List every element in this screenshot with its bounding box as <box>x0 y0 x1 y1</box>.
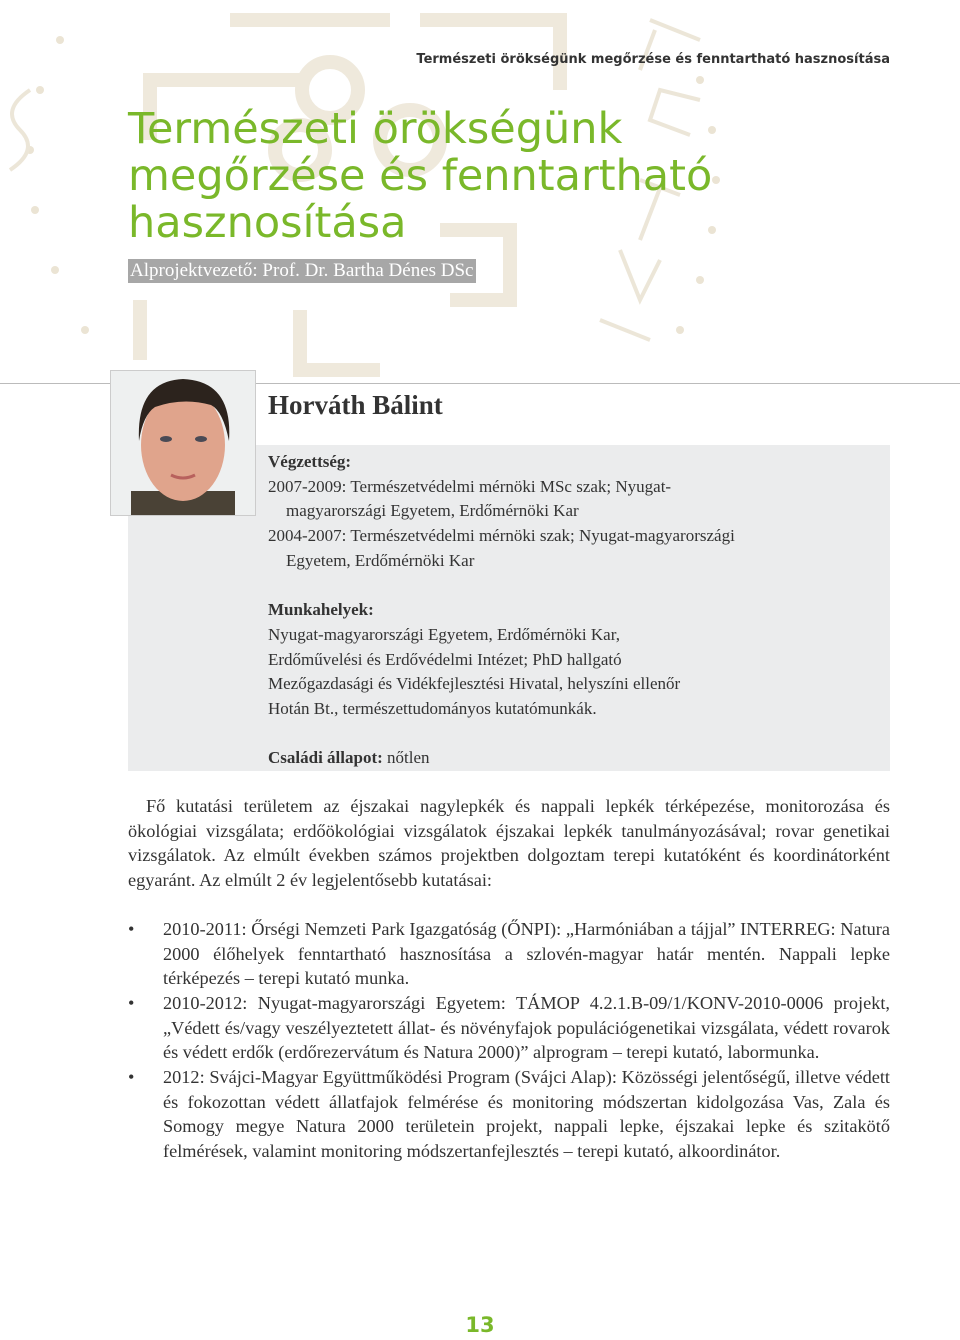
page-title <box>128 106 712 247</box>
education-line: Egyetem, Erdőmérnöki Kar <box>286 550 475 570</box>
profile-photo <box>110 370 256 516</box>
list-item: • 2012: Svájci-Magyar Együttműködési Program (Svájci Alap): Közösségi jelentőségű, illetve védett és fokozottan védett állatfajok felmérése és monitoring módszertan kidolgozása Vas, Zala és Somogy megye Natura 2000 területein projekt, nappali lepke, éjszakai lepke és szitakötő felmérések, valamint monitoring módszertanfejlesztés – terepi kutató, alkoordinátor. <box>128 1065 890 1164</box>
list-item: • 2010-2011: Őrségi Nemzeti Park Igazgatóság (ŐNPI): „Harmóniában a tájjal” INTERREG: Natura 2000 élőhelyek fenntartható hasznosítása a szlovén-magyar határ mentén. Nappali lepke térképezés – terepi kutató munka. <box>128 917 890 991</box>
research-text <box>128 794 890 1164</box>
profile-details <box>268 450 878 771</box>
education-line: 2004-2007: Természetvédelmi mérnöki szak; Nyugat-magyarországi <box>268 526 735 546</box>
education-line: 2007-2009: Természetvédelmi mérnöki MSc szak; Nyugat- <box>268 476 672 496</box>
education-entry <box>268 524 878 573</box>
work-item: Erdőművelési és Erdővédelmi Intézet; PhD hallgató <box>268 649 622 669</box>
work-heading: Munkahelyek: <box>268 600 374 620</box>
title-line: hasznosítása <box>128 198 407 248</box>
family-label: Családi állapot: <box>268 748 383 768</box>
family-status <box>268 746 878 771</box>
page-number: 13 <box>465 1313 495 1337</box>
running-header: Természeti örökségünk megőrzése és fenntartható hasznosítása <box>416 52 890 67</box>
education-heading: Végzettség: <box>268 452 352 471</box>
work-item: Nyugat-magyarországi Egyetem, Erdőmérnöki Kar, <box>268 624 620 644</box>
education-line: magyarországi Egyetem, Erdőmérnöki Kar <box>286 501 579 521</box>
education-entry <box>268 475 878 524</box>
work-item: Mezőgazdasági és Vidékfejlesztési Hivatal, helyszíni ellenőr <box>268 674 681 694</box>
subproject-leader: Alprojektvezető: Prof. Dr. Bartha Dénes DSc <box>130 260 474 281</box>
work-item: Hotán Bt., természettudományos kutatómunkák. <box>268 699 597 719</box>
family-value: nőtlen <box>387 748 430 768</box>
person-name: Horváth Bálint <box>268 390 443 420</box>
title-line: Természeti örökségünk <box>128 104 623 154</box>
title-line: megőrzése és fenntartható <box>128 151 713 201</box>
research-list <box>128 917 890 1164</box>
list-item: • 2010-2012: Nyugat-magyarországi Egyetem: TÁMOP 4.2.1.B-09/1/KONV-2010-0006 projekt, „Védett és/vagy veszélyeztetett állat- és növényfajok populációgenetikai vizsgálata, védett rovarok és védett erdők (erdőrezervátum és Natura 2000)” alprogram – terepi kutató, labormunka. <box>128 991 890 1065</box>
intro-paragraph: Fő kutatási területem az éjszakai nagylepkék és nappali lepkék térképezése, monitorozása és ökológiai vizsgálata; erdőökológiai vizsgálatok éjszakai lepkék tanulmányozásával; rovar genetikai vizsgálatok. Az elmúlt években számos projektben dolgoztam terepi kutatóként és koordinátorként egyaránt. Az elmúlt 2 év legjelentősebb kutatásai: <box>128 796 890 891</box>
